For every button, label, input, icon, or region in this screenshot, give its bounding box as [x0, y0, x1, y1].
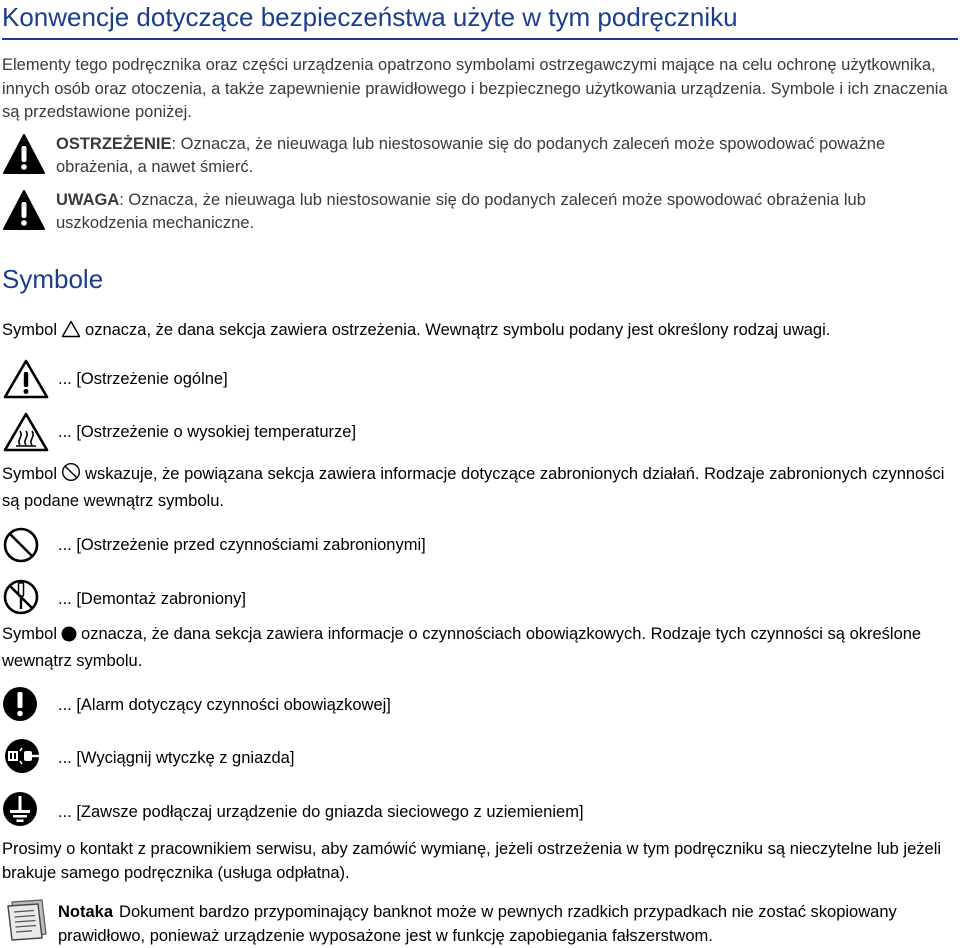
note-box: [2, 898, 957, 943]
section-heading-symbols: Symbole: [2, 264, 104, 294]
filled-circle-icon: [61, 626, 77, 650]
unplug-icon: [2, 737, 46, 782]
disassembly-prohibited-icon: [2, 578, 44, 623]
mandatory-exclamation-icon: [2, 685, 42, 730]
prohibition-outline-icon: [61, 462, 81, 490]
symbol-row-prohibited-action: [2, 526, 957, 566]
note-page-icon: [2, 898, 50, 947]
warning-triangle-icon: [2, 133, 46, 182]
paragraph-text: wskazuje, że powiązana sekcja zawiera informacje dotyczące zabronionych działań. Rodzaje zabronionych czynności są podane wewnątrz symbolu.: [2, 465, 945, 510]
symbol-label: ... [Demontaż zabroniony]: [58, 590, 247, 608]
caution-row: [2, 189, 957, 239]
ground-connection-icon: [2, 790, 42, 835]
intro-paragraph: Elementy tego podręcznika oraz części urządzenia opatrzono symbolami ostrzegawczymi mające na celu ochronę użytkownika, innych osób oraz otoczenia, a także zapewnienie prawidłowego i bezpiecznego użytkowania urządzenia. Symbole i ich znaczenia są przedstawione poniżej.: [2, 56, 948, 121]
paragraph-text: Symbol: [2, 321, 58, 339]
caution-triangle-icon: [2, 189, 46, 238]
note-text: Dokument bardzo przypominający banknot może w pewnych rzadkich przypadkach nie zostać skopiowany prawidłowo, ponieważ urządzenie wyposażone jest w funkcję zapobiegania fałszerstwom.: [58, 903, 897, 945]
warning-label: OSTRZEŻENIE: [56, 135, 172, 153]
caution-label: UWAGA: [56, 191, 120, 209]
symbol-label: ... [Zawsze podłączaj urządzenie do gniazda sieciowego z uziemieniem]: [58, 803, 584, 821]
symbol-row-unplug: [2, 737, 957, 777]
prohibited-action-icon: [2, 526, 44, 571]
page-title: Konwencje dotyczące bezpieczeństwa użyte w tym podręczniku: [2, 2, 958, 40]
general-warning-icon: [2, 358, 50, 405]
caution-text: : Oznacza, że nieuwaga lub niestosowanie się do podanych zaleceń może spowodować obrażenia lub uszkodzenia mechaniczne.: [56, 191, 866, 232]
symbol-label: ... [Ostrzeżenie ogólne]: [58, 370, 228, 388]
paragraph-text: oznacza, że dana sekcja zawiera ostrzeżenia. Wewnątrz symbolu podany jest określony rodzaj uwagi.: [85, 321, 831, 339]
mandatory-symbol-paragraph: [2, 623, 957, 673]
symbol-label: ... [Wyciągnij wtyczkę z gniazda]: [58, 749, 295, 767]
symbol-row-high-temperature: [2, 411, 957, 451]
symbol-label: ... [Alarm dotyczący czynności obowiązkowej]: [58, 696, 391, 714]
symbol-row-ground: [2, 790, 957, 830]
prohibition-symbol-paragraph: [2, 462, 957, 513]
warning-row: [2, 133, 957, 183]
triangle-symbol-paragraph: [2, 319, 957, 346]
warning-text: : Oznacza, że nieuwaga lub niestosowanie się do podanych zaleceń może spowodować poważne obrażenia, a nawet śmierć.: [56, 135, 886, 176]
paragraph-text: Symbol: [2, 465, 58, 483]
symbol-row-mandatory-alarm: [2, 685, 957, 725]
symbol-label: ... [Ostrzeżenie o wysokiej temperaturze]: [58, 423, 357, 441]
high-temperature-icon: [2, 411, 50, 458]
note-label: Notaka: [58, 903, 114, 921]
symbol-row-general-warning: [2, 358, 957, 398]
symbol-row-disassembly-prohibited: [2, 578, 957, 618]
paragraph-text: oznacza, że dana sekcja zawiera informacje o czynnościach obowiązkowych. Rodzaje tych czynności są określone wewnątrz symbolu.: [2, 625, 922, 670]
symbol-label: ... [Ostrzeżenie przed czynnościami zabronionymi]: [58, 536, 426, 554]
triangle-outline-icon: [61, 320, 81, 346]
contact-paragraph: Prosimy o kontakt z pracownikiem serwisu, aby zamówić wymianę, jeżeli ostrzeżenia w tym podręczniku są nieczytelne lub jeżeli brakuje samego podręcznika (usługa odpłatna).: [2, 840, 942, 882]
paragraph-text: Symbol: [2, 625, 58, 643]
